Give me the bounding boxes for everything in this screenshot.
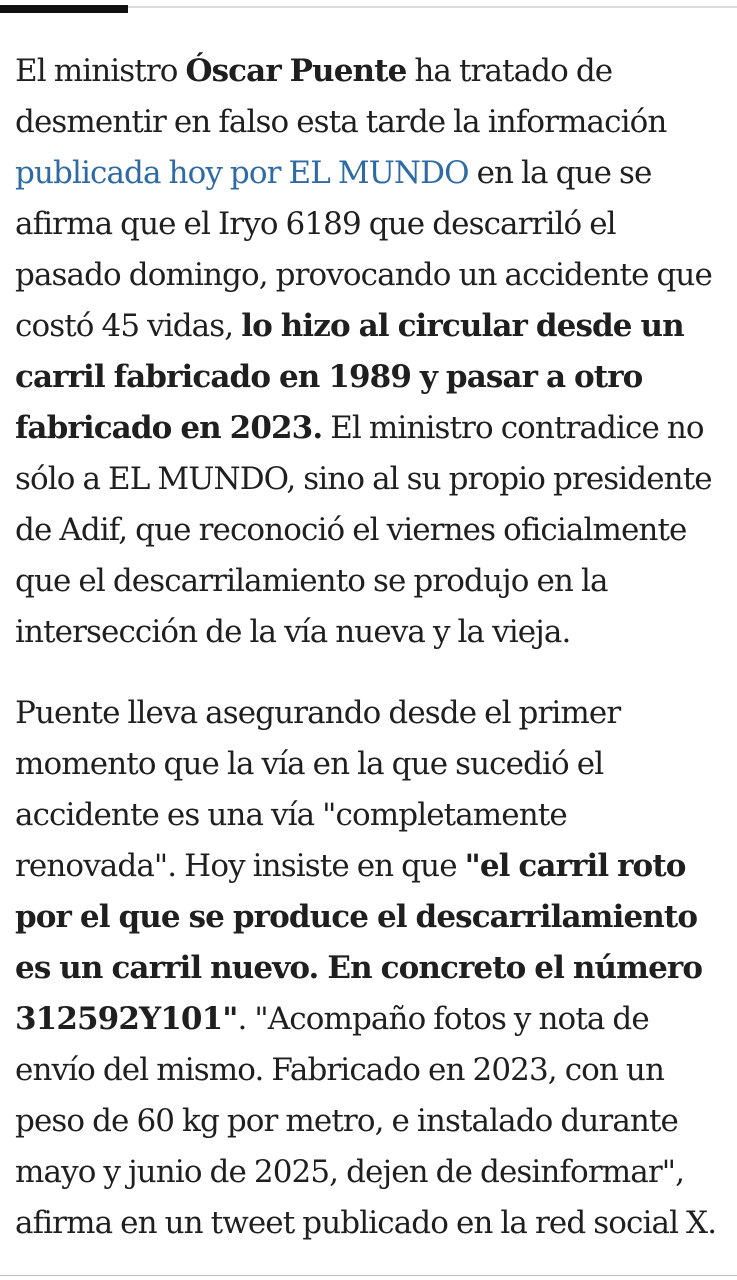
- paragraph-1-text-2: ha tratado de desmentir en falso esta tarde la información: [15, 53, 667, 140]
- paragraph-2-quote: "el carril roto por el que se produce el descarrilamiento es un carril nuevo. En concreto el número 312592Y101": [15, 848, 703, 1037]
- paragraph-2-text-1: Puente lleva asegurando desde el primer momento que la vía en la que sucedió el accidente es una vía "completamente renovada". Hoy insiste en que: [15, 695, 621, 884]
- minister-name: Óscar Puente: [185, 53, 407, 89]
- paragraph-2: [15, 688, 727, 1249]
- paragraph-1-text-4: El ministro contradice no sólo a EL MUNDO, sino al su propio presidente de Adif, que reconoció el viernes oficialmente que el descarrilamiento se produjo en la intersección de la vía nueva y la vieja.: [15, 410, 712, 650]
- paragraph-1-highlight: lo hizo al circular desde un carril fabricado en 1989 y pasar a otro fabricado en 2023.: [15, 308, 684, 446]
- article-body: [15, 46, 727, 1279]
- paragraph-1: [15, 46, 727, 658]
- el-mundo-article-link[interactable]: publicada hoy por EL MUNDO: [15, 155, 469, 191]
- paragraph-2-text-2: . "Acompaño fotos y nota de envío del mismo. Fabricado en 2023, con un peso de 60 kg por metro, e instalado durante mayo y junio de 2025, dejen de desinformar", afirma en un tweet publicado en la red social X.: [15, 1001, 717, 1241]
- bottom-divider: [0, 1275, 737, 1276]
- paragraph-1-text-1: El ministro: [15, 53, 186, 89]
- reading-progress-bar: [0, 5, 128, 13]
- paragraph-1-text-3: en la que se afirma que el Iryo 6189 que descarriló el pasado domingo, provocando un accidente que costó 45 vidas,: [15, 155, 712, 344]
